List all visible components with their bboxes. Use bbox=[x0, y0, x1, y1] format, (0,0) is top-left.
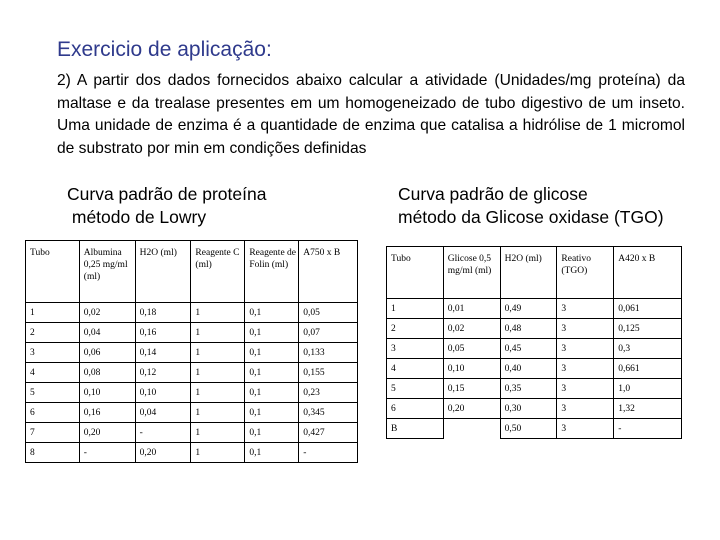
table-cell: 8 bbox=[26, 443, 80, 463]
table-cell: 1 bbox=[191, 383, 245, 403]
header-cell: Tubo bbox=[387, 247, 444, 299]
table-cell: 0,23 bbox=[299, 383, 358, 403]
table-cell: 1 bbox=[191, 303, 245, 323]
table-cell: 0,15 bbox=[443, 379, 500, 399]
table-cell: 0,02 bbox=[443, 319, 500, 339]
table-cell: 3 bbox=[557, 419, 614, 439]
table-cell: 0,1 bbox=[245, 403, 299, 423]
protein-heading-line1: Curva padrão de proteína bbox=[67, 184, 267, 204]
table-cell: 0,10 bbox=[443, 359, 500, 379]
table-cell: 0,49 bbox=[500, 299, 557, 319]
table-row bbox=[26, 423, 358, 443]
table-cell: 3 bbox=[387, 339, 444, 359]
header-cell: Glicose 0,5 mg/ml (ml) bbox=[443, 247, 500, 299]
table-cell: 5 bbox=[387, 379, 444, 399]
page-title: Exercicio de aplicação: bbox=[57, 38, 272, 61]
table-cell: 1 bbox=[26, 303, 80, 323]
table-cell: 0,20 bbox=[79, 423, 135, 443]
table-cell: 1 bbox=[191, 403, 245, 423]
table-cell: 1 bbox=[191, 363, 245, 383]
table-cell: 0,40 bbox=[500, 359, 557, 379]
table-row bbox=[26, 383, 358, 403]
table-row bbox=[26, 303, 358, 323]
table-cell: 0,50 bbox=[500, 419, 557, 439]
table-cell: 0,20 bbox=[135, 443, 191, 463]
table-cell: - bbox=[299, 443, 358, 463]
table-cell: 1 bbox=[191, 443, 245, 463]
table-cell: 0,1 bbox=[245, 363, 299, 383]
table-cell: 0,30 bbox=[500, 399, 557, 419]
table-cell: 3 bbox=[557, 299, 614, 319]
table-cell: 6 bbox=[26, 403, 80, 423]
table-cell: 0,07 bbox=[299, 323, 358, 343]
table-cell: 7 bbox=[26, 423, 80, 443]
protein-heading-line2: método de Lowry bbox=[67, 207, 207, 227]
protein-curve-heading bbox=[67, 183, 266, 229]
table-cell: 0,10 bbox=[79, 383, 135, 403]
glucose-heading-line2: método da Glicose oxidase (TGO) bbox=[398, 207, 664, 227]
table-row bbox=[387, 399, 682, 419]
header-cell: H2O (ml) bbox=[500, 247, 557, 299]
table-cell: 0,04 bbox=[79, 323, 135, 343]
table-header-row bbox=[387, 247, 682, 299]
table-cell: 0,12 bbox=[135, 363, 191, 383]
header-cell: A420 x B bbox=[614, 247, 682, 299]
glucose-heading-line1: Curva padrão de glicose bbox=[398, 184, 588, 204]
table-cell: 4 bbox=[387, 359, 444, 379]
table-cell: 1 bbox=[387, 299, 444, 319]
table-cell: 3 bbox=[557, 359, 614, 379]
table-cell: 0,14 bbox=[135, 343, 191, 363]
table-cell: 0,133 bbox=[299, 343, 358, 363]
glucose-standard-table bbox=[386, 246, 682, 439]
table-cell: 0,3 bbox=[614, 339, 682, 359]
table-cell: 0,10 bbox=[135, 383, 191, 403]
table-cell: 0,16 bbox=[79, 403, 135, 423]
table-cell: 0,345 bbox=[299, 403, 358, 423]
table-row bbox=[387, 339, 682, 359]
table-cell: 0,01 bbox=[443, 299, 500, 319]
table-cell: 0,16 bbox=[135, 323, 191, 343]
protein-standard-table bbox=[25, 240, 358, 463]
table-row bbox=[26, 403, 358, 423]
table-cell: 0,1 bbox=[245, 423, 299, 443]
table-cell: - bbox=[614, 419, 682, 439]
table-cell: 1 bbox=[191, 423, 245, 443]
table-cell: 0,06 bbox=[79, 343, 135, 363]
exercise-statement: 2) A partir dos dados fornecidos abaixo calcular a atividade (Unidades/mg proteína) da maltase e da trealase presentes em um homogeneizado de tubo digestivo de um inseto. Uma unidade de enzima é a quantidade de enzima que catalisa a hidrólise de 1 micromol de substrato por min em condições definidas bbox=[57, 72, 685, 157]
header-cell: Reativo (TGO) bbox=[557, 247, 614, 299]
table-cell: 1 bbox=[191, 343, 245, 363]
table-row bbox=[26, 363, 358, 383]
table-cell: 3 bbox=[26, 343, 80, 363]
table-row bbox=[26, 323, 358, 343]
table-cell: 0,05 bbox=[299, 303, 358, 323]
table-row bbox=[387, 299, 682, 319]
table-cell: 3 bbox=[557, 379, 614, 399]
table-cell: 0,48 bbox=[500, 319, 557, 339]
table-cell: 3 bbox=[557, 399, 614, 419]
header-cell: H2O (ml) bbox=[135, 241, 191, 303]
table-row bbox=[26, 443, 358, 463]
table-cell: 6 bbox=[387, 399, 444, 419]
table-row bbox=[387, 379, 682, 399]
table-cell: 1 bbox=[191, 323, 245, 343]
table-cell: 0,45 bbox=[500, 339, 557, 359]
table-cell: 0,02 bbox=[79, 303, 135, 323]
header-cell: Reagente C (ml) bbox=[191, 241, 245, 303]
table-row bbox=[26, 343, 358, 363]
table-cell: 1,0 bbox=[614, 379, 682, 399]
table-cell: 0,1 bbox=[245, 383, 299, 403]
table-row bbox=[387, 319, 682, 339]
header-cell: Reagente de Folin (ml) bbox=[245, 241, 299, 303]
header-cell: A750 x B bbox=[299, 241, 358, 303]
table-cell: 0,1 bbox=[245, 303, 299, 323]
table-cell: 0,35 bbox=[500, 379, 557, 399]
table-cell: 0,20 bbox=[443, 399, 500, 419]
table-cell: 0,04 bbox=[135, 403, 191, 423]
header-cell: Albumina 0,25 mg/ml (ml) bbox=[79, 241, 135, 303]
table-cell: 0,661 bbox=[614, 359, 682, 379]
table-cell: 0,427 bbox=[299, 423, 358, 443]
table-cell: 0,155 bbox=[299, 363, 358, 383]
table-cell: 3 bbox=[557, 339, 614, 359]
table-cell: B bbox=[387, 419, 444, 439]
table-cell: 0,1 bbox=[245, 443, 299, 463]
table-cell: 1,32 bbox=[614, 399, 682, 419]
table-cell: 3 bbox=[557, 319, 614, 339]
table-cell: 2 bbox=[26, 323, 80, 343]
table-row bbox=[387, 359, 682, 379]
table-cell: 2 bbox=[387, 319, 444, 339]
table-cell: 0,18 bbox=[135, 303, 191, 323]
table-cell: 0,05 bbox=[443, 339, 500, 359]
table-cell bbox=[443, 419, 500, 439]
glucose-curve-heading bbox=[398, 183, 664, 229]
table-header-row bbox=[26, 241, 358, 303]
table-cell: 0,061 bbox=[614, 299, 682, 319]
table-cell: - bbox=[79, 443, 135, 463]
table-cell: 0,08 bbox=[79, 363, 135, 383]
table-cell: 4 bbox=[26, 363, 80, 383]
table-cell: 0,1 bbox=[245, 343, 299, 363]
table-row bbox=[387, 419, 682, 439]
table-cell: 0,125 bbox=[614, 319, 682, 339]
table-cell: 0,1 bbox=[245, 323, 299, 343]
table-cell: - bbox=[135, 423, 191, 443]
header-cell: Tubo bbox=[26, 241, 80, 303]
table-cell: 5 bbox=[26, 383, 80, 403]
